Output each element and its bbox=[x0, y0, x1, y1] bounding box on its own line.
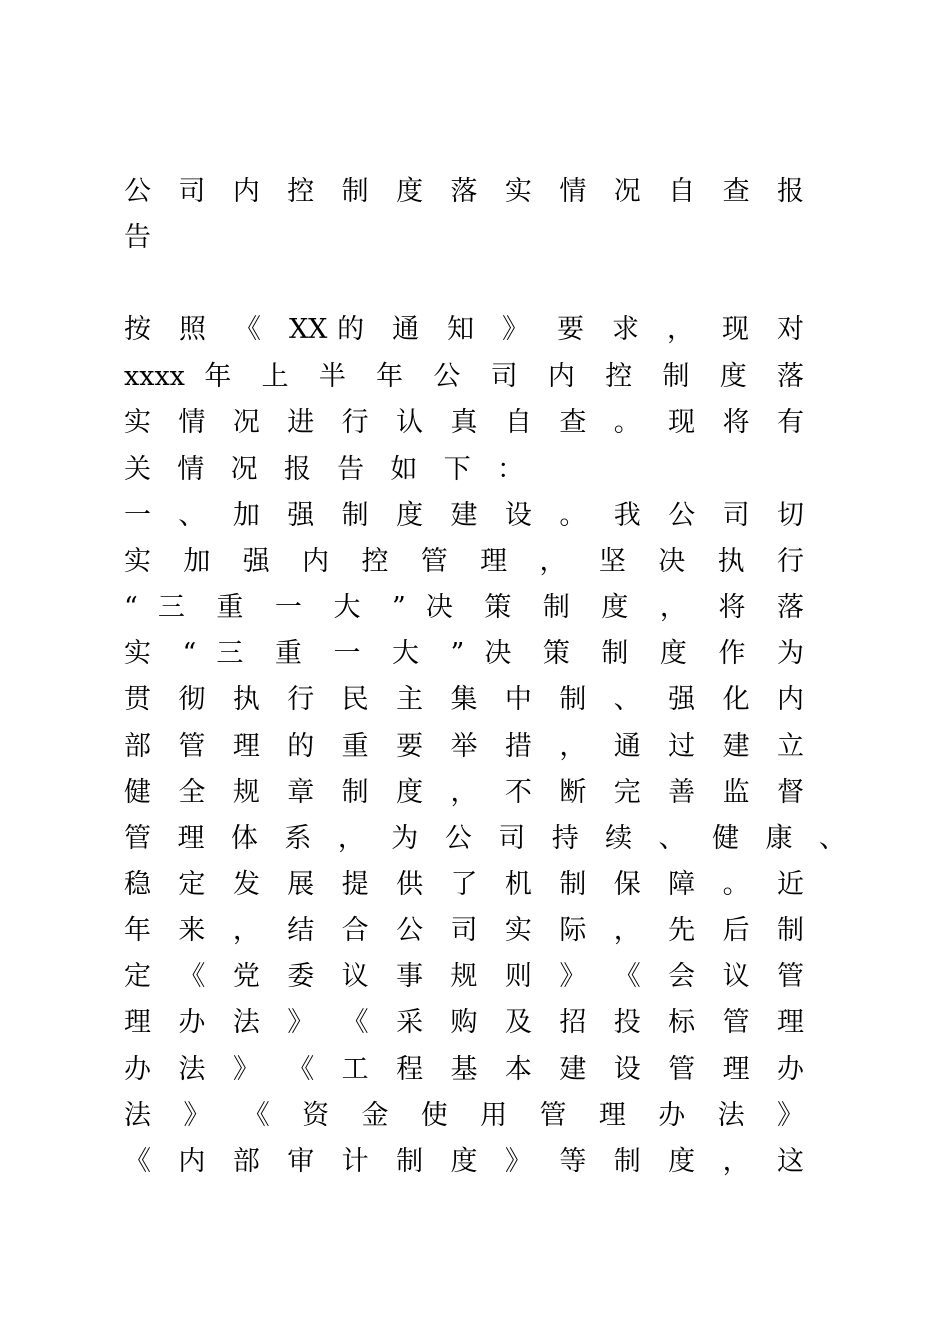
body-line-13: 稳 定 发 展 提 供 了 机 制 保 障 。 近 bbox=[124, 869, 804, 900]
body-line-16: 理 办 法 》 《 采 购 及 招 投 标 管 理 bbox=[124, 1007, 804, 1038]
body-line-2: xxxx 年 上 半 年 公 司 内 控 制 度 落 bbox=[124, 361, 804, 392]
body-line-3: 实 情 况 进 行 认 真 自 查 。 现 将 有 bbox=[124, 407, 804, 438]
body-line-5: 一 、 加 强 制 度 建 设 。 我 公 司 切 bbox=[124, 500, 804, 531]
body-line-4: 关 情 况 报 告 如 下 ： bbox=[124, 454, 524, 485]
title-line-2: 告 bbox=[124, 222, 151, 253]
body-line-15: 定 《 党 委 议 事 规 则 》 《 会 议 管 bbox=[124, 961, 804, 992]
body-line-18: 法 》 《 资 金 使 用 管 理 办 法 》 bbox=[124, 1100, 804, 1131]
body-line-7: “ 三 重 一 大 ” 决 策 制 度 ， 将 落 bbox=[124, 592, 804, 623]
body-line-1: 按 照 《 XX的 通 知 》 要 求 ， 现 对 bbox=[124, 314, 804, 345]
body-line-12: 管 理 体 系 ， 为 公 司 持 续 、 健 康 、 bbox=[124, 823, 846, 854]
title-line-1: 公 司 内 控 制 度 落 实 情 况 自 查 报 bbox=[124, 176, 804, 207]
body-line-17: 办 法 》 《 工 程 基 本 建 设 管 理 办 bbox=[124, 1054, 804, 1085]
body-line-10: 部 管 理 的 重 要 举 措 ， 通 过 建 立 bbox=[124, 731, 804, 762]
body-line-11: 健 全 规 章 制 度 ， 不 断 完 善 监 督 bbox=[124, 777, 804, 808]
body-line-6: 实 加 强 内 控 管 理 ， 坚 决 执 行 bbox=[124, 546, 804, 577]
body-line-8: 实 “ 三 重 一 大 ” 决 策 制 度 作 为 bbox=[124, 638, 804, 669]
body-line-19: 《 内 部 审 计 制 度 》 等 制 度 ， 这 bbox=[124, 1146, 804, 1177]
body-line-9: 贯 彻 执 行 民 主 集 中 制 、 强 化 内 bbox=[124, 684, 804, 715]
body-line-14: 年 来 ， 结 合 公 司 实 际 ， 先 后 制 bbox=[124, 915, 804, 946]
